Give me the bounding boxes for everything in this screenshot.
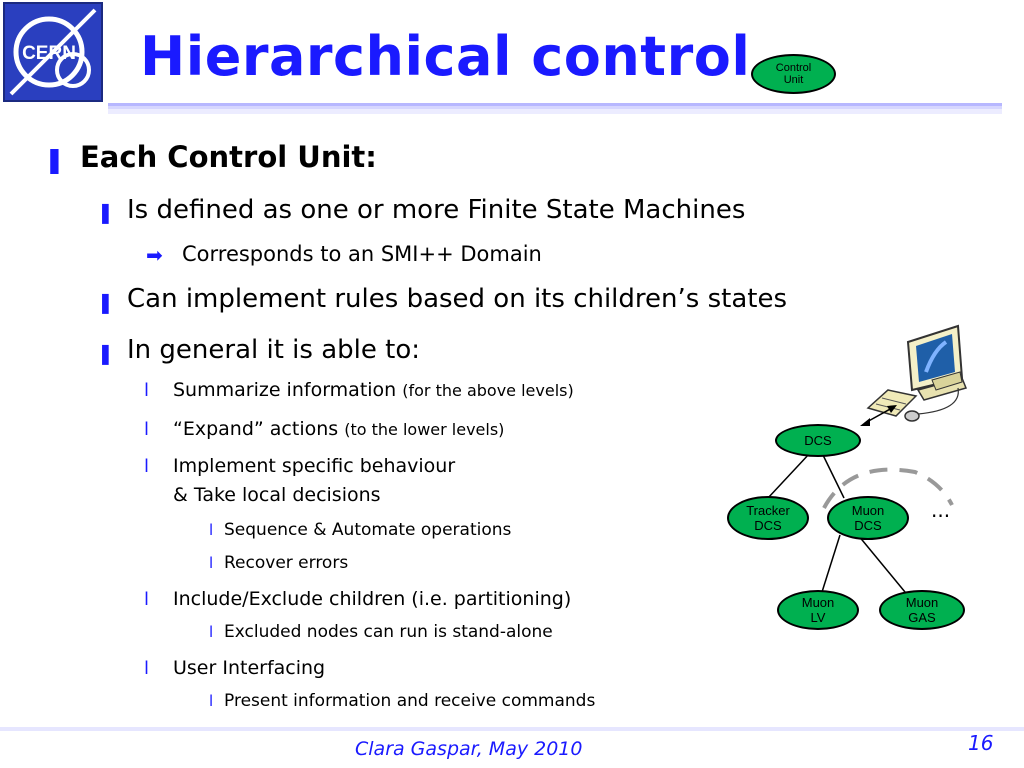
bullet-icon: l bbox=[209, 554, 214, 572]
edge-dcs-muon bbox=[822, 453, 844, 498]
node-tracker-l1: Tracker bbox=[746, 503, 790, 518]
item-general: In general it is able to: bbox=[127, 335, 420, 365]
badge-line2: Unit bbox=[783, 74, 804, 86]
footer-divider bbox=[0, 727, 1024, 731]
footer-author: Clara Gaspar, May 2010 bbox=[355, 738, 583, 760]
sub-user-interfacing: User Interfacing bbox=[173, 657, 326, 679]
bullet-icon: ❚ bbox=[97, 290, 114, 314]
arrow-right-icon: ➡ bbox=[146, 243, 163, 267]
badge-line1: Control bbox=[775, 62, 812, 74]
control-unit-badge bbox=[751, 54, 836, 94]
item-fsm: Is defined as one or more Finite State Machines bbox=[127, 195, 746, 225]
node-dcs bbox=[775, 424, 861, 457]
sub-expand-text: “Expand” actions bbox=[173, 418, 339, 440]
sub-sequence: Sequence & Automate operations bbox=[224, 520, 512, 540]
node-muon-lv bbox=[777, 590, 859, 630]
node-muon-dcs-l1: Muon bbox=[851, 503, 885, 518]
bullet-icon: l bbox=[144, 658, 150, 679]
node-dcs-label: DCS bbox=[804, 433, 832, 448]
node-muon-dcs bbox=[827, 496, 909, 540]
sub-summarize bbox=[173, 379, 574, 401]
bullet-icon: l bbox=[209, 692, 214, 710]
bullet-icon: l bbox=[209, 623, 214, 641]
more-nodes-ellipsis: ... bbox=[931, 498, 951, 522]
item-smi-domain: Corresponds to an SMI++ Domain bbox=[182, 242, 542, 266]
page-number: 16 bbox=[968, 731, 994, 755]
sub-summarize-text: Summarize information bbox=[173, 379, 397, 401]
node-muon-gas-l1: Muon bbox=[905, 595, 939, 610]
sub-present: Present information and receive commands bbox=[224, 691, 596, 711]
sub-excluded: Excluded nodes can run is stand-alone bbox=[224, 622, 553, 642]
bullet-icon: l bbox=[209, 521, 214, 539]
node-tracker-dcs bbox=[727, 496, 809, 540]
node-muon-lv-l1: Muon bbox=[801, 595, 835, 610]
bullet-icon: ❚ bbox=[44, 145, 65, 174]
edge-muon-gas bbox=[858, 535, 905, 592]
node-muon-gas-l2: GAS bbox=[908, 610, 936, 625]
node-muon-lv-l2: LV bbox=[810, 610, 826, 625]
title-divider bbox=[108, 103, 1002, 114]
item-rules: Can implement rules based on its children’s states bbox=[127, 284, 787, 314]
bullet-icon: ❚ bbox=[97, 341, 114, 365]
bullet-icon: l bbox=[144, 589, 150, 610]
bullet-icon: ❚ bbox=[97, 200, 114, 224]
sub-implement-line2: & Take local decisions bbox=[173, 484, 381, 506]
slide-title: Hierarchical control bbox=[140, 25, 751, 88]
sub-expand bbox=[173, 418, 504, 440]
edge-dcs-tracker bbox=[768, 453, 810, 498]
heading: Each Control Unit: bbox=[80, 140, 377, 174]
node-muon-dcs-l2: DCS bbox=[854, 518, 882, 533]
edge-muon-lv bbox=[822, 535, 840, 592]
bullet-icon: l bbox=[144, 380, 150, 401]
sub-summarize-note: (for the above levels) bbox=[402, 381, 574, 400]
node-tracker-l2: DCS bbox=[754, 518, 782, 533]
sub-include: Include/Exclude children (i.e. partitioning) bbox=[173, 588, 572, 610]
sub-expand-note: (to the lower levels) bbox=[344, 420, 505, 439]
sub-implement: Implement specific behaviour bbox=[173, 455, 456, 477]
node-muon-gas bbox=[879, 590, 965, 630]
sub-recover: Recover errors bbox=[224, 553, 349, 573]
bullet-icon: l bbox=[144, 456, 150, 477]
bullet-icon: l bbox=[144, 419, 150, 440]
logo-text: CERN bbox=[22, 43, 76, 64]
hierarchy-diagram bbox=[700, 320, 1010, 640]
computer-icon bbox=[868, 326, 966, 421]
cern-logo bbox=[3, 2, 103, 102]
